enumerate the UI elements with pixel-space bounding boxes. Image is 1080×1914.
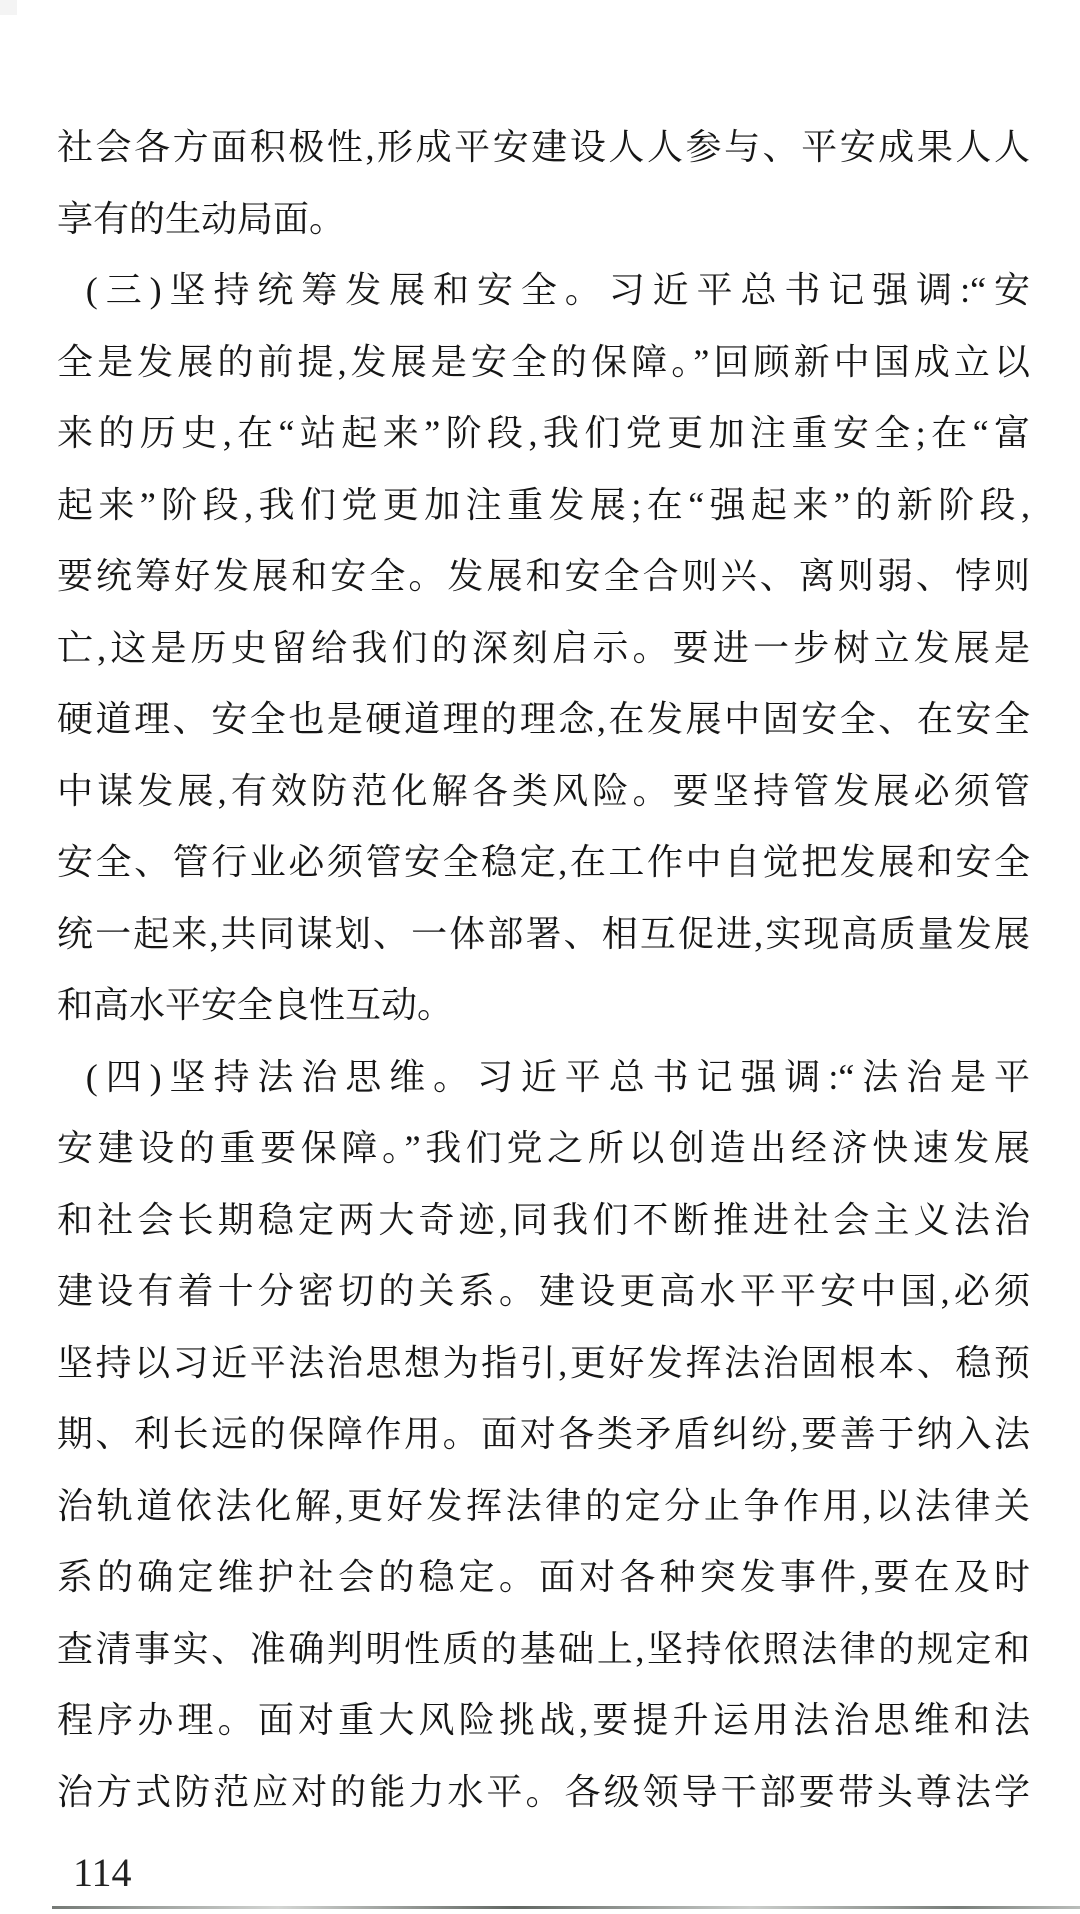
text-line: 起来”阶段,我们党更加注重发展;在“强起来”的新阶段, <box>57 484 1030 525</box>
body-text <box>57 112 1030 1828</box>
text-line: 和高水平安全良性互动。 <box>57 985 454 1025</box>
text-line: 程序办理。面对重大风险挑战,要提升运用法治思维和法 <box>57 1700 1030 1740</box>
scan-artifact-corner <box>0 0 17 15</box>
text-line: 安建设的重要保障。”我们党之所以创造出经济快速发展 <box>57 1128 1030 1168</box>
text-line: 硬道理、安全也是硬道理的理念,在发展中固安全、在安全 <box>57 699 1030 739</box>
text-line: 要统筹好发展和安全。发展和安全合则兴、离则弱、悖则 <box>57 556 1030 596</box>
scan-artifact-bottom-line <box>52 1906 1080 1909</box>
text-line: 治轨道依法化解,更好发挥法律的定分止争作用,以法律关 <box>57 1485 1030 1526</box>
text-line: 社会各方面积极性,形成平安建设人人参与、平安成果人人 <box>57 127 1030 167</box>
text-line: 亡,这是历史留给我们的深刻启示。要进一步树立发展是 <box>57 627 1030 668</box>
text-line: 安全、管行业必须管安全稳定,在工作中自觉把发展和安全 <box>57 842 1030 882</box>
text-line: 和社会长期稳定两大奇迹,同我们不断推进社会主义法治 <box>57 1199 1030 1240</box>
text-line: 全是发展的前提,发展是安全的保障。”回顾新中国成立以 <box>57 341 1030 382</box>
text-line: 统一起来,共同谋划、一体部署、相互促进,实现高质量发展 <box>57 913 1030 954</box>
text-line: 中谋发展,有效防范化解各类风险。要坚持管发展必须管 <box>57 770 1030 811</box>
text-line: 坚持以习近平法治思想为指引,更好发挥法治固根本、稳预 <box>57 1342 1030 1383</box>
text-line: 享有的生动局面。 <box>57 198 346 239</box>
text-line: 建设有着十分密切的关系。建设更高水平平安中国,必须 <box>57 1271 1030 1311</box>
text-line: 期、利长远的保障作用。面对各类矛盾纠纷,要善于纳入法 <box>57 1414 1030 1454</box>
text-line: (四)坚持法治思维。习近平总书记强调:“法治是平 <box>85 1056 1030 1097</box>
page-number: 114 <box>73 1850 132 1895</box>
text-line: 治方式防范应对的能力水平。各级领导干部要带头尊法学 <box>57 1771 1030 1812</box>
text-line: 来的历史,在“站起来”阶段,我们党更加注重安全;在“富 <box>57 413 1030 453</box>
text-line: 系的确定维护社会的稳定。面对各种突发事件,要在及时 <box>57 1557 1030 1597</box>
text-line: 查清事实、准确判明性质的基础上,坚持依照法律的规定和 <box>57 1628 1030 1669</box>
text-line: (三)坚持统筹发展和安全。习近平总书记强调:“安 <box>85 270 1030 310</box>
